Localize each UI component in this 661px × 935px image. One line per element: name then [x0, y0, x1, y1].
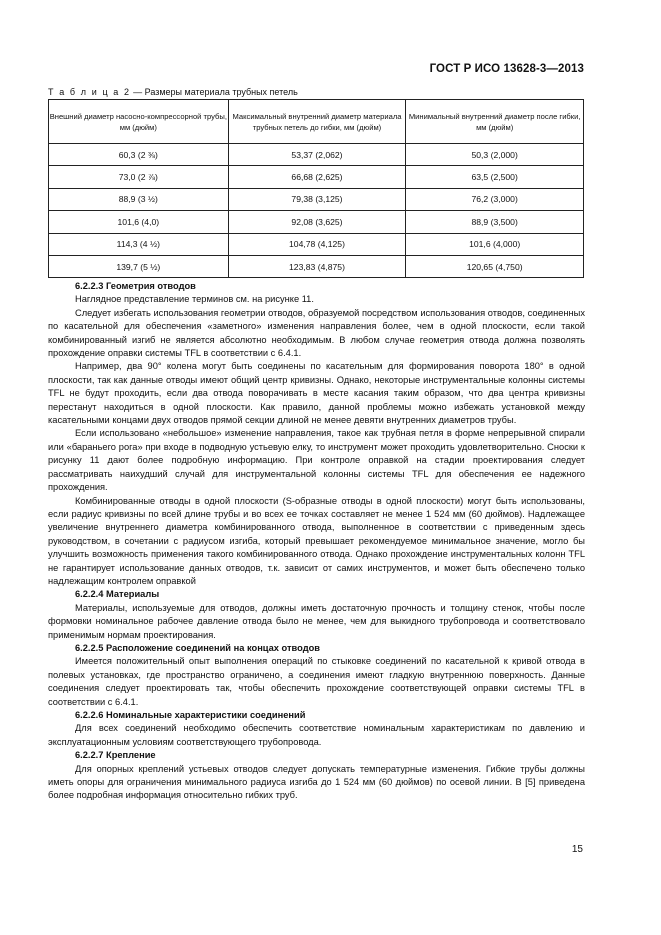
paragraph: Например, два 90° колена могут быть соединены по касательным для формирования поворота 180° в одной плоскости, так как данные отводы имеют общий центр кривизны. Однако, некоторые инструментальные колонны системы TFL не будут проходить, если два отвода поворачивать в месте касания таким образом, что два центра кривизны перестанут находиться в одной плоскости. Как правило, данной проблемы можно избежать установкой между касательными концами двух отводов прямой секции длиной не менее девяти внутренних диаметров трубы.: [48, 361, 585, 426]
table-cell: 53,37 (2,062): [228, 144, 406, 166]
table-row: [49, 166, 584, 188]
table-row: [49, 188, 584, 210]
table-cell: 88,9 (3,500): [406, 211, 584, 233]
table-cell: 92,08 (3,625): [228, 211, 406, 233]
table-cell: 88,9 (3 ½): [49, 188, 229, 210]
table-row: [49, 255, 584, 277]
paragraph: Материалы, используемые для отводов, должны иметь достаточную прочность и толщину стенок, чтобы после формовки номинальное рабочее давление отвода было не менее, чем для выкидного трубопровода и соответствовало применимым нормам проектирования.: [48, 602, 585, 640]
table-cell: 50,3 (2,000): [406, 144, 584, 166]
table-caption: [48, 87, 298, 97]
section-heading: 6.2.2.6 Номинальные характеристики соединений: [75, 710, 306, 720]
table-cell: 63,5 (2,500): [406, 166, 584, 188]
page-number: 15: [571, 844, 583, 855]
table-cell: 101,6 (4,0): [49, 211, 229, 233]
table-cell: 114,3 (4 ½): [49, 233, 229, 255]
table-cell: 120,65 (4,750): [406, 255, 584, 277]
table-cell: 60,3 (2 ⅜): [49, 144, 229, 166]
paragraph: Комбинированные отводы в одной плоскости (S-образные отводы в одной плоскости) могут быть использованы, если радиус кривизны по всей длине трубы и во всех ее точках составляет не менее 1 524 мм (60 дюймов). Надлежащее увеличение внутреннего диаметра комбинированного отвода, выполненное в соответствии с приведенным здесь руководством, в сочетании с радиусом изгиба, который превышает рекомендуемое минимальное значение, могло бы улучшить возможность применения такого комбинированного отвода. Однако прохождение инструментальных колонн TFL не гарантирует использование данных отводов, т.к. зависит от самих инструментов, и может быть обеспечено только надлежащим контролем оправкой: [48, 495, 585, 586]
section-heading: 6.2.2.4 Материалы: [75, 589, 160, 600]
table-cell: 104,78 (4,125): [228, 233, 406, 255]
table-cell: 76,2 (3,000): [406, 188, 584, 210]
table-cell: 101,6 (4,000): [406, 233, 584, 255]
table-header-row: [49, 100, 584, 144]
column-header-outer-diameter: Внешний диаметр насосно-компрессорной трубы, мм (дюйм): [49, 100, 229, 144]
table-cell: 139,7 (5 ½): [49, 255, 229, 277]
column-header-min-inner-diameter: Минимальный внутренний диаметр после гибки, мм (дюйм): [406, 100, 584, 144]
table-cell: 123,83 (4,875): [228, 255, 406, 277]
section-heading: 6.2.2.7 Крепление: [75, 750, 156, 761]
section-heading: 6.2.2.5 Расположение соединений на концах отводов: [75, 642, 321, 653]
paragraph: Для всех соединений необходимо обеспечить соответствие номинальным характеристикам по давлению и эксплуатационным условиям соответствующего трубопровода.: [48, 723, 585, 747]
table-row: [49, 144, 584, 166]
table-caption-prefix: Т а б л и ц а 2: [48, 87, 131, 97]
table-cell: 73,0 (2 ⅞): [49, 166, 229, 188]
paragraph: Для опорных креплений устьевых отводов следует допускать температурные изменения. Гибкие трубы должны иметь опоры для ограничения минимального радиуса изгиба до 1 524 мм (60 дюймов) по осевой линии. В [5] приведена более подробная информация относительно гибких труб.: [48, 763, 585, 801]
table-row: [49, 233, 584, 255]
pipe-loop-dimensions-table: [48, 99, 584, 278]
paragraph: Имеется положительный опыт выполнения операций по стыковке соединений по касательной к кривой отвода в полевых установках, где пространство ограничено, а соединения имеют гладкую внутреннюю поверхность. Данные соединения следует проектировать так, чтобы обеспечить прохождение соответствующей оправки системы TFL в соответствии с 6.4.1.: [48, 656, 585, 707]
section-heading: 6.2.2.3 Геометрия отводов: [75, 281, 196, 291]
table-caption-text: — Размеры материала трубных петель: [130, 87, 298, 97]
section-body: [48, 280, 585, 803]
paragraph: Наглядное представление терминов см. на рисунке 11.: [75, 294, 314, 305]
column-header-max-inner-diameter: Максимальный внутренний диаметр материала трубных петель до гибки, мм (дюйм): [228, 100, 406, 144]
table-row: [49, 211, 584, 233]
paragraph: Если использовано «небольшое» изменение направления, такое как трубная петля в форме непрерывной спирали или «бараньего рога» при входе в подводную устьевую елку, то инструмент может проходить удовлетворительно. Сноски к рисунку 11 дают более подробную информацию. При контроле оправкой на стадии проектирования следует рассматривать наихудший случай для инструментальной колонны системы TFL для обеспечения ее надежного прохождения.: [48, 428, 585, 493]
table-cell: 79,38 (3,125): [228, 188, 406, 210]
table-cell: 66,68 (2,625): [228, 166, 406, 188]
document-code: ГОСТ Р ИСО 13628-3—2013: [429, 63, 584, 75]
paragraph: Следует избегать использования геометрии отводов, образуемой посредством использования отводов, соединенных по касательной для обеспечения «заметного» изменения направления более, чем в одной плоскости, если такой комбинированный изгиб не является абсолютно необходимым. В любом случае геометрия отвода должна позволять прохождение оправки системы TFL в соответствии с 6.4.1.: [48, 307, 585, 359]
table-body: [49, 144, 584, 278]
